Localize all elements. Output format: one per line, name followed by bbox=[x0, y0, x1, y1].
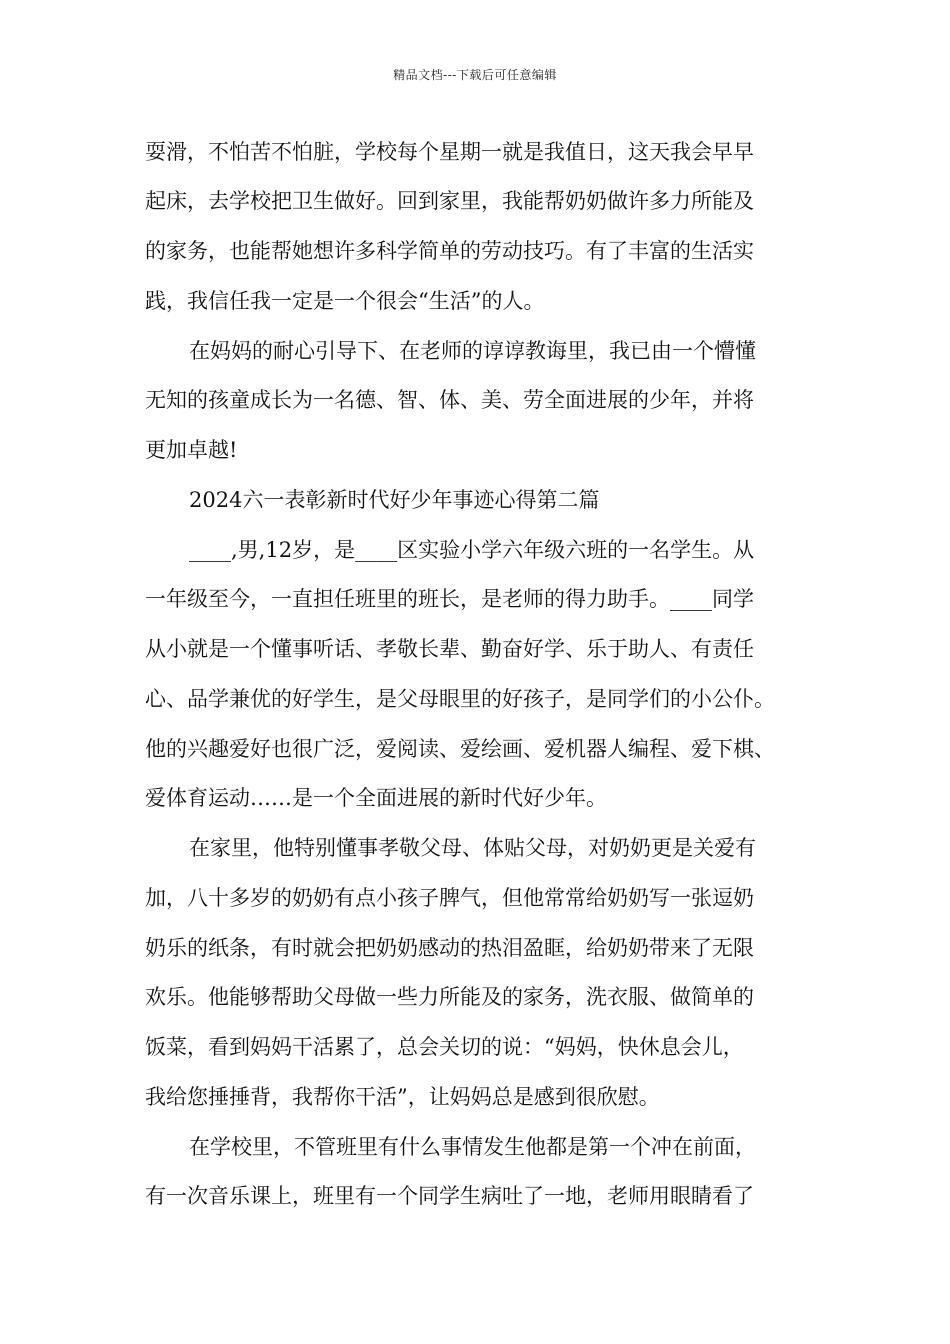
text-line: 践，我信任我一定是一个很会“生活”的人。 bbox=[145, 289, 545, 313]
text-line: 心、品学兼优的好学生，是父母眼里的好孩子，是同学们的小公仆。 bbox=[145, 687, 775, 711]
text-line: 无知的孩童成长为一名德、智、体、美、劳全面进展的少年，并将 bbox=[145, 388, 754, 412]
text-line: 奶乐的纸条，有时就会把奶奶感动的热泪盈眶，给奶奶带来了无限 bbox=[145, 936, 754, 960]
text-line: 我给您捶捶背，我帮你干活”，让妈妈总是感到很欣慰。 bbox=[145, 1085, 660, 1109]
text-line: 爱体育运动……是一个全面进展的新时代好少年。 bbox=[145, 786, 607, 810]
text-line: 加，八十多岁的奶奶有点小孩子脾气，但他常常给奶奶写一张逗奶 bbox=[145, 886, 754, 910]
text-line: 欢乐。他能够帮助父母做一些力所能及的家务，洗衣服、做简单的 bbox=[145, 985, 754, 1009]
text-line: 从小就是一个懂事听话、孝敬长辈、勤奋好学、乐于助人、有责任 bbox=[145, 637, 754, 661]
text-line: ____,男,12岁，是____区实验小学六年级六班的一名学生。从 bbox=[189, 538, 755, 562]
text-line: 更加卓越! bbox=[145, 438, 238, 462]
text-line: 在学校里，不管班里有什么事情发生他都是第一个冲在前面， bbox=[189, 1135, 756, 1159]
text-line: 在妈妈的耐心引导下、在老师的谆谆教诲里，我已由一个懵懂 bbox=[189, 339, 756, 363]
text-line: 饭菜，看到妈妈干活累了，总会关切的说：“妈妈，快休息会儿， bbox=[145, 1035, 744, 1059]
text-line: 他的兴趣爱好也很广泛，爱阅读、爱绘画、爱机器人编程、爱下棋、 bbox=[145, 737, 775, 761]
section-heading: 2024六一表彰新时代好少年事迹心得第二篇 bbox=[189, 488, 600, 512]
text-line: 在家里，他特别懂事孝敬父母、体贴父母，对奶奶更是关爱有 bbox=[189, 836, 756, 860]
text-line: 有一次音乐课上，班里有一个同学生病吐了一地，老师用眼睛看了 bbox=[145, 1184, 754, 1208]
text-line: 的家务，也能帮她想许多科学简单的劳动技巧。有了丰富的生活实 bbox=[145, 239, 754, 263]
text-line: 一年级至今，一直担任班里的班长，是老师的得力助手。____同学 bbox=[145, 587, 754, 611]
text-line: 耍滑，不怕苦不怕脏，学校每个星期一就是我值日，这天我会早早 bbox=[145, 140, 754, 164]
text-line: 起床，去学校把卫生做好。回到家里，我能帮奶奶做许多力所能及 bbox=[145, 189, 754, 213]
page-header: 精品文档---下载后可任意编辑 bbox=[393, 68, 557, 82]
